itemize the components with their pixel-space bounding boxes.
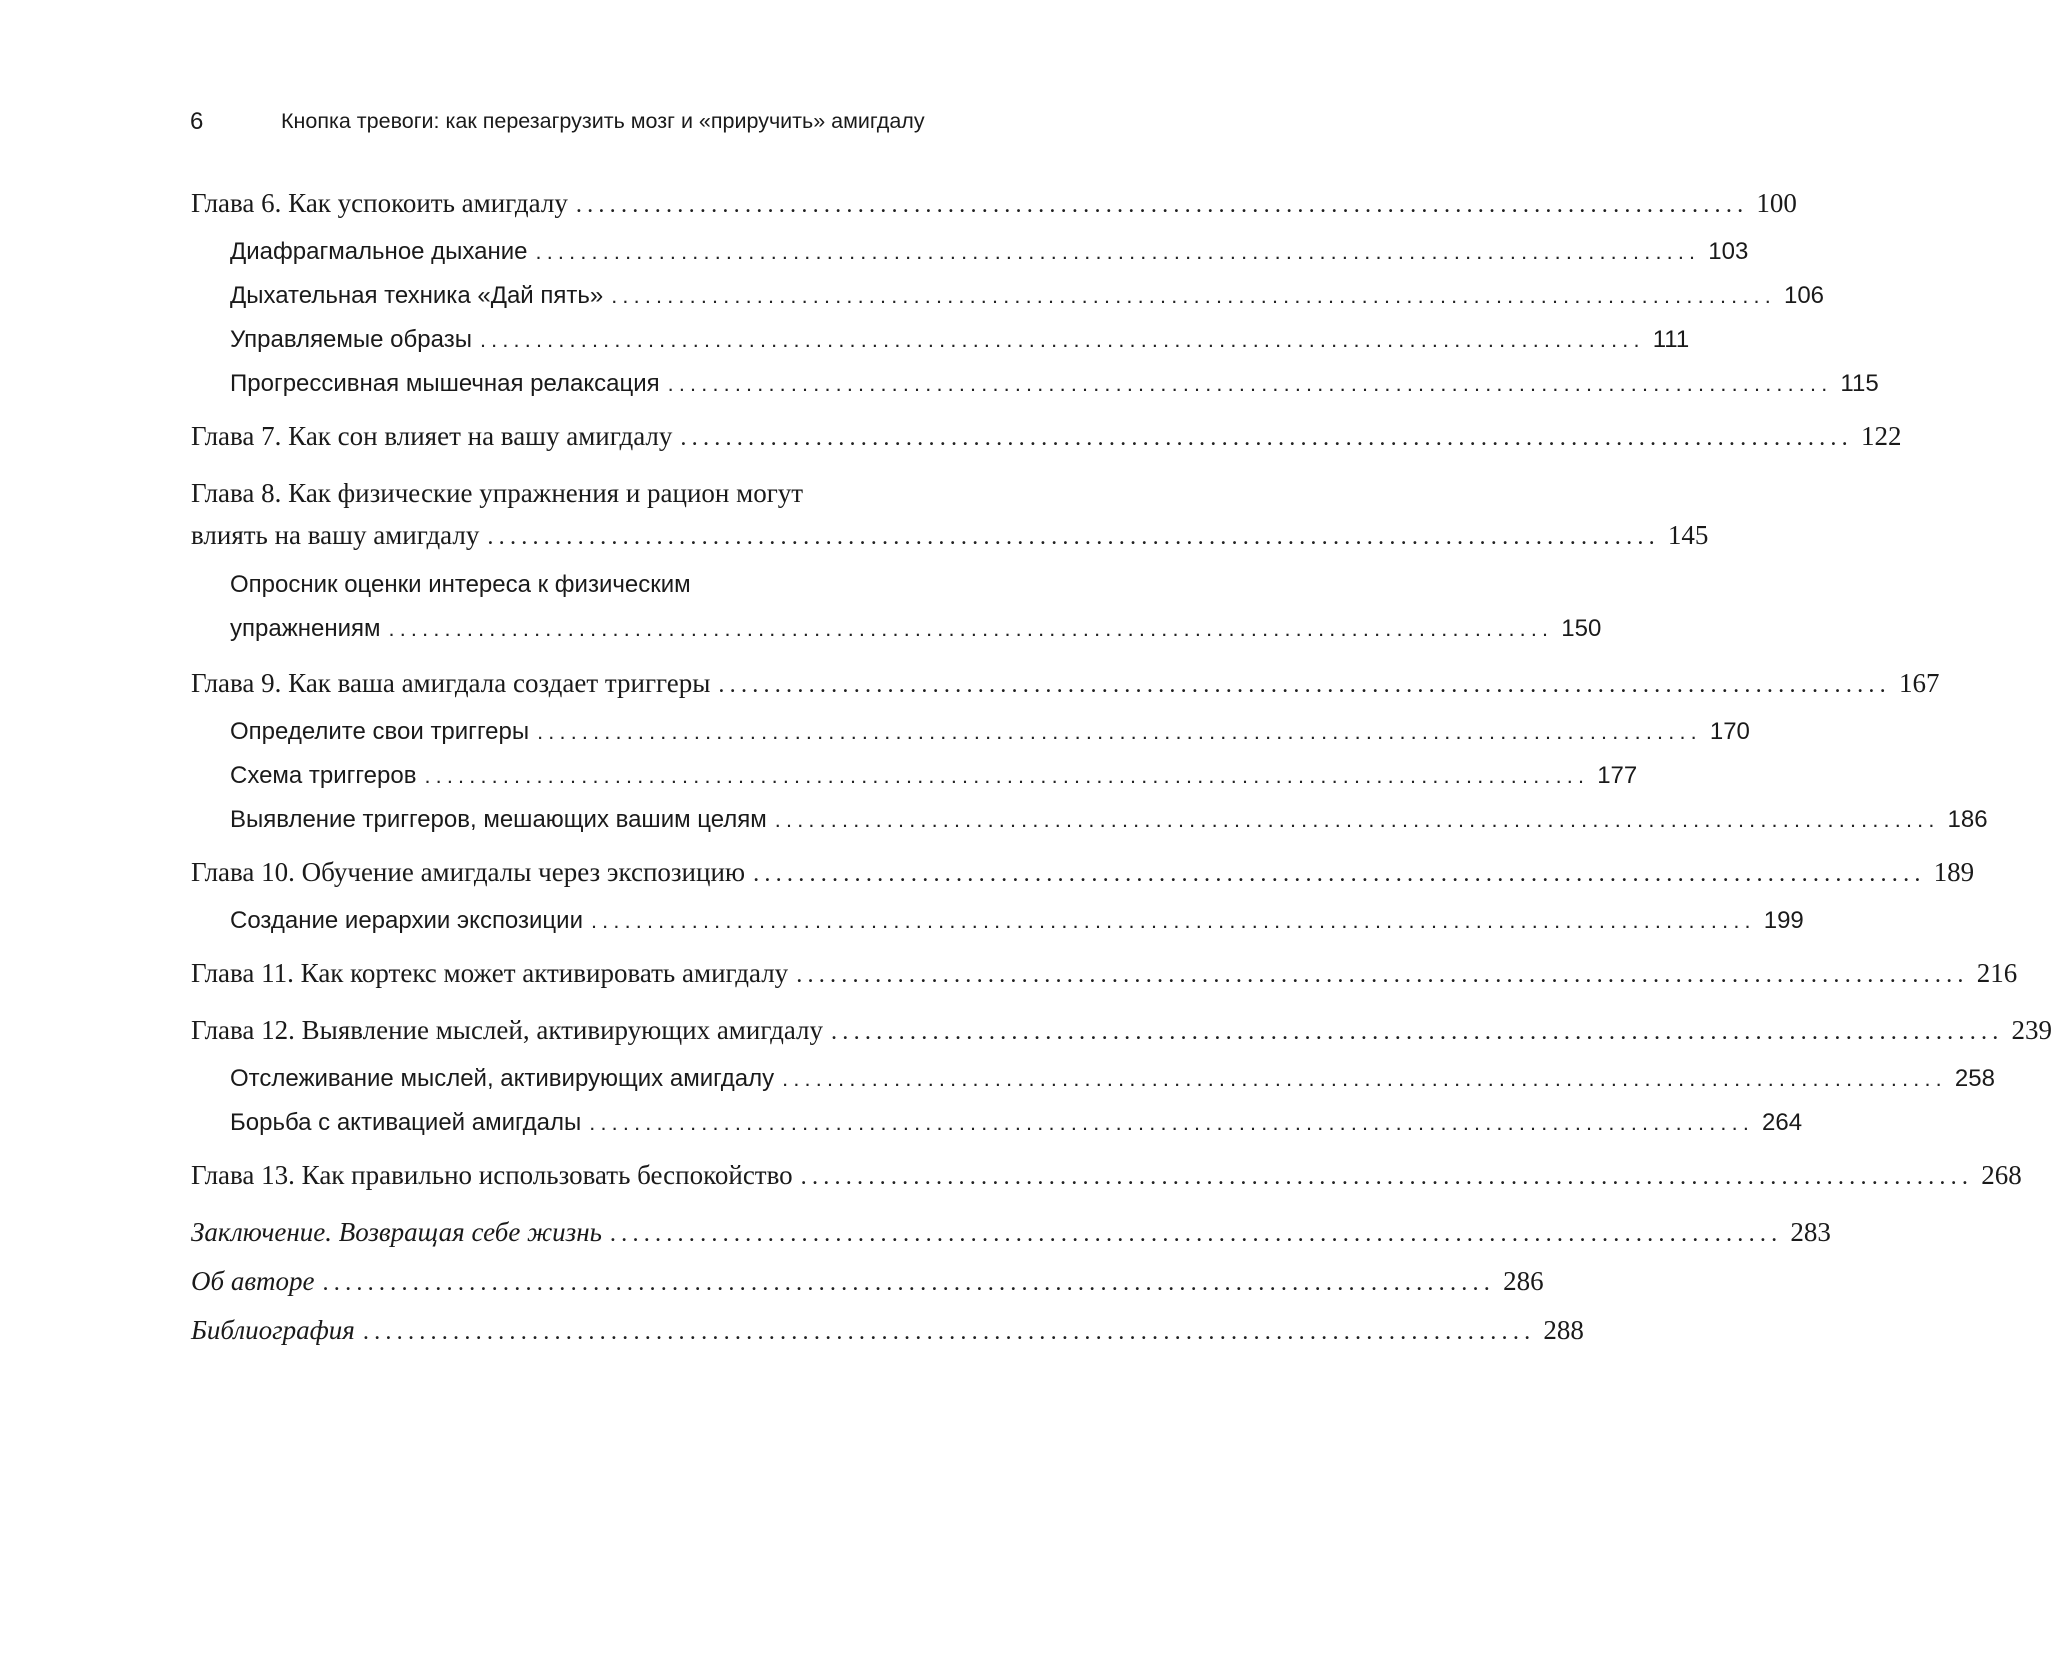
toc-entry-title: Дыхательная техника «Дай пять» [230, 275, 611, 317]
leader-dots: ........................................................................................................ [774, 807, 1940, 832]
toc-section[interactable] [191, 900, 1804, 944]
leader-dots: ........................................................................................................ [718, 671, 1891, 698]
toc-entry-title: Глава 9. Как ваша амигдала создает триггеры [191, 662, 718, 704]
toc-section[interactable] [191, 799, 1988, 843]
leader-dots: ........................................................................................................ [362, 1318, 1536, 1345]
toc-entry-page: 100 [1756, 188, 1797, 218]
toc-chapter-9[interactable] [191, 662, 1940, 711]
toc-entry-title-line2: упражнениям [230, 608, 389, 650]
toc-entry-title: Об авторе [191, 1260, 323, 1302]
toc-entry-page: 286 [1503, 1266, 1544, 1296]
toc-section[interactable] [191, 319, 1690, 363]
toc-entry-page: 288 [1543, 1315, 1584, 1345]
toc-entry-title: Определите свои триггеры [230, 711, 537, 753]
leader-dots: ........................................................................................................ [796, 961, 1969, 988]
toc-entry-title: Глава 6. Как успокоить амигдалу [191, 182, 576, 224]
toc-section[interactable] [191, 562, 1602, 654]
toc-entry-title: Создание иерархии экспозиции [230, 900, 591, 942]
toc-entry-page: 264 [1762, 1109, 1803, 1136]
leader-dots: ........................................................................................................ [667, 371, 1833, 396]
toc-section[interactable] [191, 711, 1750, 755]
toc-conclusion[interactable] [191, 1211, 1831, 1260]
toc-entry-page: 111 [1652, 326, 1690, 353]
toc-section[interactable] [191, 1102, 1803, 1146]
leader-dots: ........................................................................................................ [575, 191, 1749, 218]
toc-bibliography[interactable] [191, 1309, 1584, 1358]
toc-chapter-10[interactable] [191, 851, 1975, 900]
page-header [190, 108, 990, 148]
leader-dots: ........................................................................................................ [535, 239, 1701, 264]
toc-entry-title: Глава 7. Как сон влияет на вашу амигдалу [191, 415, 680, 457]
toc-entry-page: 189 [1933, 857, 1975, 887]
toc-entry-page: 103 [1708, 238, 1749, 265]
leader-dots: ........................................................................................................ [800, 1163, 1974, 1190]
toc-entry-title: Выявление триггеров, мешающих вашим целям [230, 799, 775, 841]
toc-entry-page: 122 [1860, 421, 1902, 451]
leader-dots: ........................................................................................................ [537, 719, 1702, 744]
toc-entry-title: Глава 13. Как правильно использовать беспокойство [191, 1154, 801, 1196]
toc-entry-title: Борьба с активацией амигдалы [230, 1102, 589, 1144]
toc-chapter-8[interactable] [191, 472, 1709, 562]
leader-dots: ........................................................................................................ [609, 1220, 1783, 1247]
toc-entry-title-line1: Опросник оценки интереса к физическим [230, 571, 691, 598]
toc-section[interactable] [191, 363, 1879, 407]
page-number: 6 [190, 108, 204, 135]
leader-dots: ........................................................................................................ [487, 523, 1660, 550]
running-title: Кнопка тревоги: как перезагрузить мозг и «приручить» амигдалу [281, 109, 925, 133]
toc-entry-page: 150 [1561, 615, 1602, 642]
leader-dots: ........................................................................................................ [831, 1018, 2004, 1045]
toc-chapter-7[interactable] [191, 415, 1902, 464]
toc-entry-title: Глава 10. Обучение амигдалы через экспозицию [191, 851, 753, 893]
toc-chapter-11[interactable] [191, 952, 2018, 1001]
toc-entry-page: 170 [1709, 718, 1750, 745]
toc-entry-page: 199 [1763, 907, 1804, 934]
leader-dots: ........................................................................................................ [590, 908, 1756, 933]
leader-dots: ........................................................................................................ [322, 1269, 1496, 1296]
table-of-contents [191, 182, 2052, 1358]
toc-entry-page: 145 [1667, 520, 1709, 550]
toc-section[interactable] [191, 755, 1638, 799]
toc-entry-title: Глава 12. Выявление мыслей, активирующих амигдалу [191, 1009, 831, 1051]
toc-entry-title: Отслеживание мыслей, активирующих амигдалу [230, 1058, 782, 1100]
leader-dots: ........................................................................................................ [753, 860, 1926, 887]
toc-entry-title-line2: влиять на вашу амигдалу [191, 514, 487, 556]
toc-entry-title: Диафрагмальное дыхание [230, 231, 536, 273]
toc-entry-title: Заключение. Возвращая себе жизнь [191, 1211, 610, 1253]
toc-entry-page: 186 [1947, 806, 1988, 833]
toc-entry-title: Управляемые образы [230, 319, 480, 361]
leader-dots: ........................................................................................................ [388, 616, 1554, 641]
toc-entry-title: Схема триггеров [230, 755, 424, 797]
leader-dots: ........................................................................................................ [589, 1110, 1755, 1135]
toc-chapter-12[interactable] [191, 1009, 2052, 1058]
toc-entry-page: 177 [1597, 762, 1638, 789]
toc-entry-page: 283 [1790, 1217, 1831, 1247]
toc-about-author[interactable] [191, 1260, 1544, 1309]
leader-dots: ........................................................................................................ [479, 327, 1645, 352]
toc-entry-page: 239 [2011, 1015, 2052, 1045]
toc-section[interactable] [191, 275, 1825, 319]
leader-dots: ........................................................................................................ [782, 1066, 1947, 1091]
toc-entry-page: 268 [1981, 1160, 2022, 1190]
toc-entry-title: Прогрессивная мышечная релаксация [230, 363, 668, 405]
toc-entry-title-line1: Глава 8. Как физические упражнения и рацион могут [191, 478, 804, 508]
toc-chapter-6[interactable] [191, 182, 1797, 231]
leader-dots: ........................................................................................................ [611, 283, 1776, 308]
toc-entry-title: Библиография [191, 1309, 363, 1351]
leader-dots: ........................................................................................................ [424, 763, 1590, 788]
toc-entry-title: Глава 11. Как кортекс может активировать амигдалу [191, 952, 796, 994]
toc-section[interactable] [191, 231, 1749, 275]
toc-entry-page: 258 [1954, 1065, 1995, 1092]
toc-entry-page: 167 [1898, 668, 1940, 698]
toc-chapter-13[interactable] [191, 1154, 2022, 1203]
toc-section[interactable] [191, 1058, 1995, 1102]
leader-dots: ........................................................................................................ [680, 424, 1853, 451]
toc-entry-page: 106 [1783, 282, 1825, 309]
toc-entry-page: 115 [1840, 370, 1879, 397]
toc-entry-page: 216 [1976, 958, 2018, 988]
